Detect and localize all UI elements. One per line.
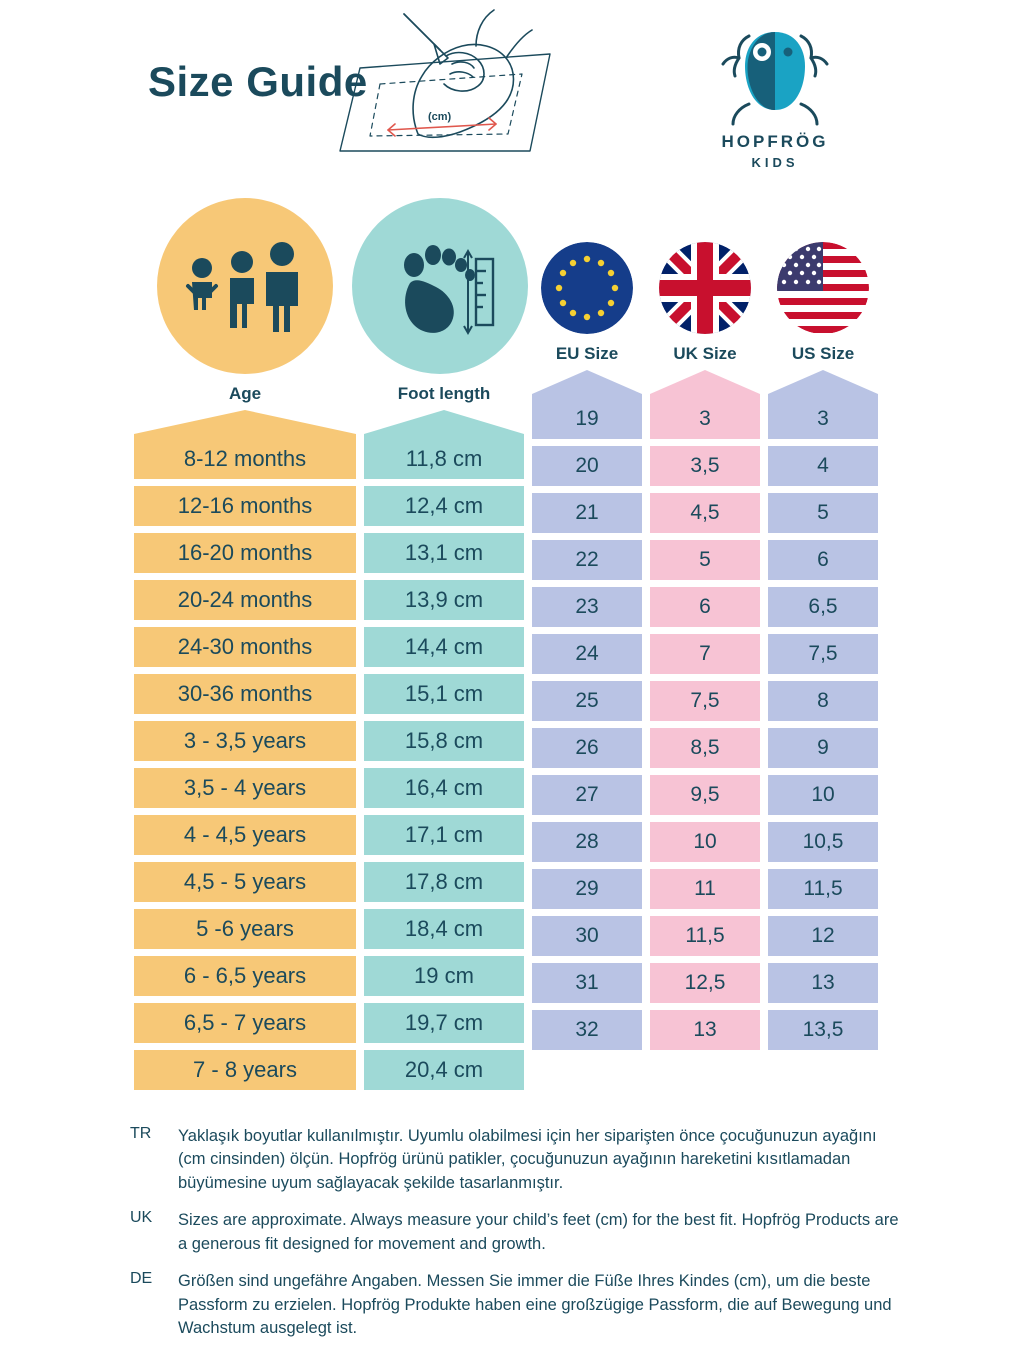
note-language-code: TR <box>130 1125 152 1142</box>
column-header-foot-length: Foot length <box>397 384 491 403</box>
cell-us-size: 10,5 <box>768 822 878 862</box>
cell-foot-length: 13,9 cm <box>364 580 524 620</box>
column-foot-length <box>364 198 524 1090</box>
uk-size-cells <box>650 399 760 1050</box>
cell-uk-size: 9,5 <box>650 775 760 815</box>
cell-eu-size: 27 <box>532 775 642 815</box>
cell-foot-length: 15,1 cm <box>364 674 524 714</box>
cell-uk-size: 7,5 <box>650 681 760 721</box>
cell-foot-length: 19 cm <box>364 956 524 996</box>
cell-foot-length: 18,4 cm <box>364 909 524 949</box>
cell-uk-size: 5 <box>650 540 760 580</box>
cell-eu-size: 32 <box>532 1010 642 1050</box>
cell-foot-length: 17,8 cm <box>364 862 524 902</box>
cell-eu-size: 23 <box>532 587 642 627</box>
cell-us-size: 3 <box>768 399 878 439</box>
cell-foot-length: 17,1 cm <box>364 815 524 855</box>
header <box>0 0 1020 200</box>
uk-flag-circle <box>659 242 751 334</box>
age-cells <box>134 439 356 1090</box>
cell-uk-size: 11,5 <box>650 916 760 956</box>
cell-uk-size: 6 <box>650 587 760 627</box>
page-title: Size Guide <box>148 58 368 105</box>
note-language-code: UK <box>130 1209 153 1227</box>
cell-foot-length: 19,7 cm <box>364 1003 524 1043</box>
brand-name: HOPFRÖG <box>721 132 829 151</box>
age-column-chevron <box>134 410 356 440</box>
cell-foot-length: 16,4 cm <box>364 768 524 808</box>
cell-age: 3,5 - 4 years <box>134 768 356 808</box>
cell-age: 8-12 months <box>134 439 356 479</box>
cell-foot-length: 11,8 cm <box>364 439 524 479</box>
cell-us-size: 6,5 <box>768 587 878 627</box>
column-eu-size <box>532 198 642 1050</box>
cell-foot-length: 20,4 cm <box>364 1050 524 1090</box>
cell-us-size: 9 <box>768 728 878 768</box>
cell-us-size: 13,5 <box>768 1010 878 1050</box>
column-us-size <box>768 198 878 1050</box>
size-table <box>0 198 1020 1090</box>
uk-column-chevron <box>650 370 760 400</box>
cell-uk-size: 4,5 <box>650 493 760 533</box>
us-size-cells <box>768 399 878 1050</box>
cell-age: 4 - 4,5 years <box>134 815 356 855</box>
cell-uk-size: 12,5 <box>650 963 760 1003</box>
cell-uk-size: 8,5 <box>650 728 760 768</box>
foot-measure-sketch-icon <box>300 6 570 156</box>
cell-foot-length: 12,4 cm <box>364 486 524 526</box>
column-uk-size <box>650 198 760 1050</box>
column-header-us-size: US Size <box>791 344 855 363</box>
cell-us-size: 13 <box>768 963 878 1003</box>
cell-eu-size: 31 <box>532 963 642 1003</box>
age-icon-circle <box>157 198 333 374</box>
column-age <box>134 198 356 1090</box>
cell-age: 12-16 months <box>134 486 356 526</box>
eu-column-chevron <box>532 370 642 400</box>
foot-icon-circle <box>352 198 528 374</box>
cell-us-size: 8 <box>768 681 878 721</box>
cell-age: 5 -6 years <box>134 909 356 949</box>
note-text: Yaklaşık boyutlar kullanılmıştır. Uyumlu olabilmesi için her siparişten önce çocuğunuzun ayağını (cm cinsinden) ölçün. Hopfrög ürünü patikler, çocuğunuzun ayağının hareketini kısıtlamadan büyümesine uyum sağlayacak şekilde tasarlanmıştır. <box>178 1127 877 1192</box>
brand-logo <box>690 18 860 170</box>
notes-section <box>0 1125 1020 1354</box>
cell-age: 30-36 months <box>134 674 356 714</box>
cell-uk-size: 3,5 <box>650 446 760 486</box>
cell-uk-size: 10 <box>650 822 760 862</box>
cell-eu-size: 28 <box>532 822 642 862</box>
eu-size-cells <box>532 399 642 1050</box>
us-flag-icon <box>777 242 869 334</box>
note-row <box>130 1125 902 1195</box>
column-header-age: Age <box>228 384 262 403</box>
cell-eu-size: 25 <box>532 681 642 721</box>
us-flag-circle <box>777 242 869 334</box>
note-language-code: DE <box>130 1270 153 1288</box>
note-row <box>130 1209 902 1256</box>
cell-age: 7 - 8 years <box>134 1050 356 1090</box>
cell-eu-size: 22 <box>532 540 642 580</box>
cell-uk-size: 7 <box>650 634 760 674</box>
cell-us-size: 11,5 <box>768 869 878 909</box>
cell-us-size: 6 <box>768 540 878 580</box>
cell-eu-size: 19 <box>532 399 642 439</box>
cell-age: 24-30 months <box>134 627 356 667</box>
foot-length-cells <box>364 439 524 1090</box>
cell-eu-size: 29 <box>532 869 642 909</box>
cell-age: 6,5 - 7 years <box>134 1003 356 1043</box>
brand-subtitle: KIDS <box>751 155 799 170</box>
cell-us-size: 5 <box>768 493 878 533</box>
cell-us-size: 10 <box>768 775 878 815</box>
uk-flag-icon <box>659 242 751 334</box>
note-text: Sizes are approximate. Always measure your child’s feet (cm) for the best fit. Hopfrög Products are a generous fit designed for movement and growth. <box>178 1211 899 1253</box>
cell-eu-size: 20 <box>532 446 642 486</box>
sketch-cm-label: (cm) <box>428 111 452 123</box>
eu-flag-icon <box>541 242 633 334</box>
cell-age: 3 - 3,5 years <box>134 721 356 761</box>
cell-foot-length: 13,1 cm <box>364 533 524 573</box>
cell-foot-length: 15,8 cm <box>364 721 524 761</box>
footprint-ruler-icon <box>380 231 500 341</box>
us-column-chevron <box>768 370 878 400</box>
cell-uk-size: 13 <box>650 1010 760 1050</box>
cell-age: 16-20 months <box>134 533 356 573</box>
note-row <box>130 1270 902 1340</box>
cell-uk-size: 11 <box>650 869 760 909</box>
cell-age: 4,5 - 5 years <box>134 862 356 902</box>
column-header-eu-size: EU Size <box>555 344 619 363</box>
cell-age: 20-24 months <box>134 580 356 620</box>
cell-eu-size: 26 <box>532 728 642 768</box>
cell-foot-length: 14,4 cm <box>364 627 524 667</box>
cell-age: 6 - 6,5 years <box>134 956 356 996</box>
foot-column-chevron <box>364 410 524 440</box>
note-text: Größen sind ungefähre Angaben. Messen Sie immer die Füße Ihres Kindes (cm), um die beste Passform zu erzielen. Hopfrög Produkte haben eine großzügige Passform, die auf Bewegung und Wachstum ausgelegt ist. <box>178 1272 892 1337</box>
cell-us-size: 12 <box>768 916 878 956</box>
cell-eu-size: 21 <box>532 493 642 533</box>
frog-icon <box>715 18 835 128</box>
cell-eu-size: 24 <box>532 634 642 674</box>
cell-uk-size: 3 <box>650 399 760 439</box>
cell-us-size: 7,5 <box>768 634 878 674</box>
eu-flag-circle <box>541 242 633 334</box>
cell-eu-size: 30 <box>532 916 642 956</box>
column-header-uk-size: UK Size <box>673 344 737 363</box>
family-icon <box>180 238 310 334</box>
cell-us-size: 4 <box>768 446 878 486</box>
